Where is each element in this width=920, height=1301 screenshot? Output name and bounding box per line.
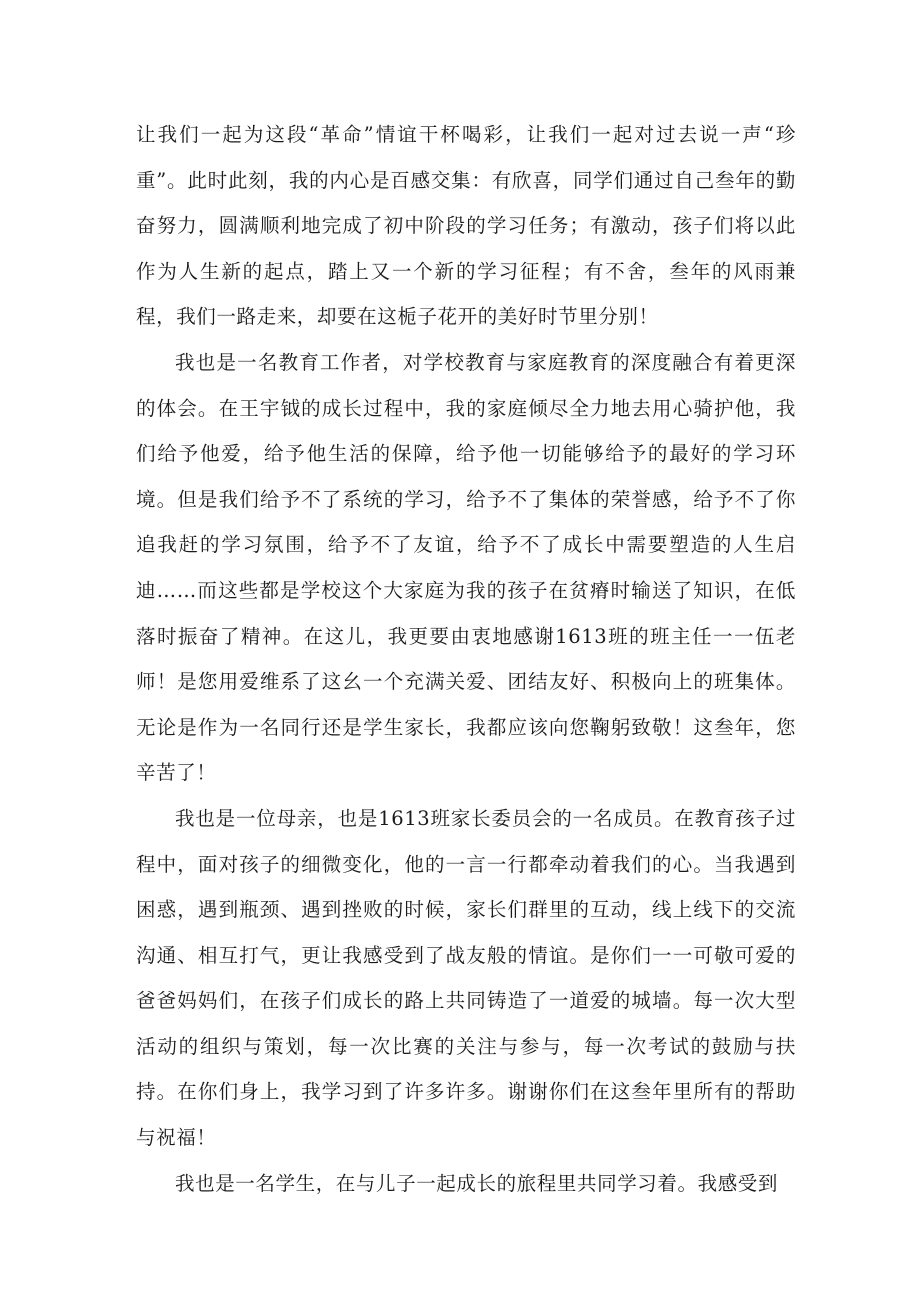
paragraph-3: 我也是一位母亲，也是1613班家长委员会的一名成员。在教育孩子过程中，面对孩子的细微变化，他的一言一行都牵动着我们的心。当我遇到困惑，遇到瓶颈、遇到挫败的时候，家长们群里的互动，线上线下的交流沟通、相互打气，更让我感受到了战友般的情谊。是你们一一可敬可爱的爸爸妈妈们，在孩子们成长的路上共同铸造了一道爱的城墙。每一次大型活动的组织与策划，每一次比赛的关注与参与，每一次考试的鼓励与扶持。在你们身上，我学习到了许多许多。谢谢你们在这叁年里所有的帮助与祝福！ (136, 806, 796, 1150)
document-body (136, 112, 796, 1206)
paragraph-1: 让我们一起为这段“革命”情谊干杯喝彩，让我们一起对过去说一声“珍重”。此时此刻，我的内心是百感交集：有欣喜，同学们通过自己叁年的勤奋努力，圆满顺利地完成了初中阶段的学习任务；有激动，孩子们将以此作为人生新的起点，踏上又一个新的学习征程；有不舍，叁年的风雨兼程，我们一路走来，却要在这栀子花开的美好时节里分别！ (136, 123, 796, 329)
paragraph-4: 我也是一名学生，在与儿子一起成长的旅程里共同学习着。我感受到 (175, 1171, 779, 1195)
paragraph-2: 我也是一名教育工作者，对学校教育与家庭教育的深度融合有着更深的体会。在王宇钺的成长过程中，我的家庭倾尽全力地去用心骑护他，我们给予他爱，给予他生活的保障，给予他一切能够给予的最好的学习环境。但是我们给予不了系统的学习，给予不了集体的荣誉感，给予不了你追我赶的学习氛围，给予不了友谊，给予不了成长中需要塑造的人生启迪……而这些都是学校这个大家庭为我的孩子在贫瘠时输送了知识，在低落时振奋了精神。在这儿，我更要由衷地感谢1613班的班主任一一伍老师！是您用爱维系了这幺一个充满关爱、团结友好、积极向上的班集体。无论是作为一名同行还是学生家长，我都应该向您鞠躬致敬！这叁年，您辛苦了！ (136, 350, 796, 785)
